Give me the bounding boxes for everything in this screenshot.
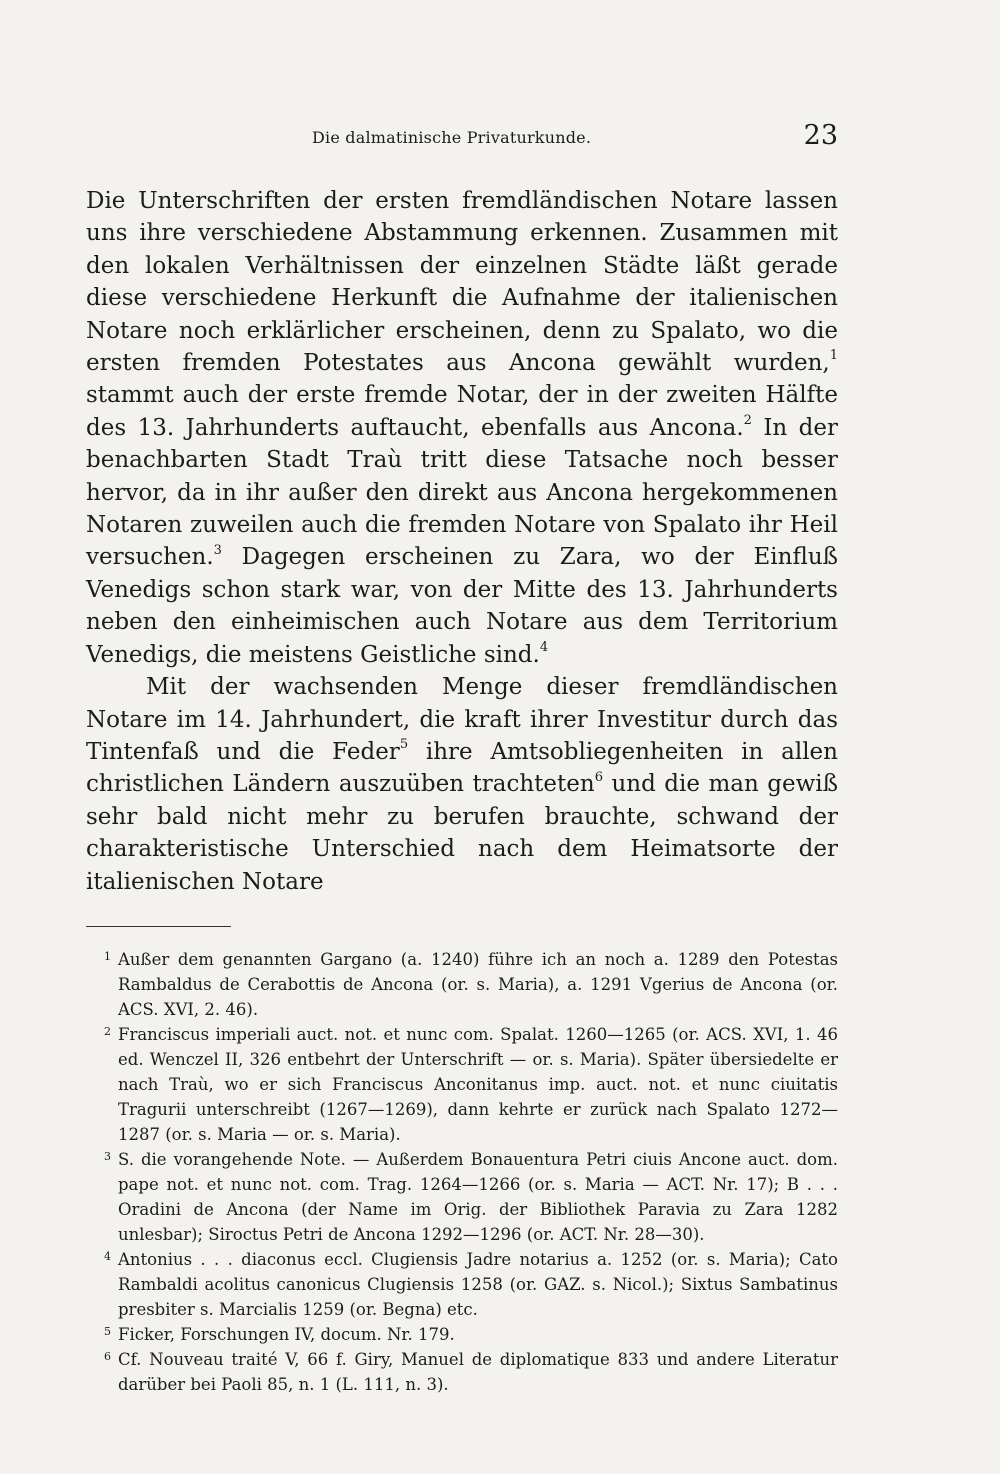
header-title: Die dalmatinische Privaturkunde. bbox=[312, 128, 592, 147]
footnote-text: S. die vorangehende Note. — Außerdem Bonauentura Petri ciuis Ancone auct. dom. pape not. et nunc not. com. Trag. 1264—1266 (or. s. Maria — ACT. Nr. 17); B . . . Oradini de Ancona (der Name im Orig. der Bibliothek Paravia zu Zara 1282 unlesbar); Siroctus Petri de Ancona 1292—1296 (or. ACT. Nr. 28—30). bbox=[118, 1149, 838, 1244]
footnote-1 bbox=[86, 947, 838, 1022]
footnote-text: Franciscus imperiali auct. not. et nunc com. Spalat. 1260—1265 (or. ACS. XVI, 1. 46 ed. Wenczel II, 326 entbehrt der Unterschrift — or. s. Maria). Später übersiedelte er nach Traù, wo er sich Franciscus Anconitanus imp. auct. not. et nunc ciuitatis Tragurii unterschreibt (1267—1269), dann kehrte er zurück nach Spalato 1272—1287 (or. s. Maria — or. s. Maria). bbox=[118, 1024, 838, 1144]
text-segment: Dagegen erscheinen zu Zara, wo der Einfluß Venedigs schon stark war, von der Mitte des 13. Jahrhunderts neben den einheimischen auch Notare aus dem Territorium Venedigs, die meistens Geistliche sind. bbox=[86, 544, 838, 668]
text-segment: ihre Amtsobliegenheiten in allen christlichen Ländern auszuüben trachteten bbox=[86, 738, 838, 798]
footnote-4 bbox=[86, 1247, 838, 1322]
footnote-6 bbox=[86, 1347, 838, 1397]
footnote-ref-6: 6 bbox=[594, 769, 603, 785]
footnote-number: 6 bbox=[104, 1349, 111, 1363]
footnotes bbox=[86, 947, 838, 1397]
book-page bbox=[86, 120, 838, 1397]
page-number: 23 bbox=[803, 120, 838, 151]
footnote-text: Außer dem genannten Gargano (a. 1240) führe ich an noch a. 1289 den Potestas Rambaldus de Cerabottis de Ancona (or. s. Maria), a. 1291 Vgerius de Ancona (or. ACS. XVI, 2. 46). bbox=[118, 949, 838, 1019]
text-segment: und die man gewiß sehr bald nicht mehr zu berufen brauchte, schwand der charakteristische Unterschied nach dem Heimatsorte der italienischen Notare bbox=[86, 771, 838, 895]
footnote-text: Ficker, Forschungen IV, docum. Nr. 179. bbox=[118, 1324, 455, 1344]
footnote-5 bbox=[86, 1322, 838, 1347]
paragraph-2 bbox=[86, 671, 838, 898]
footnote-divider bbox=[86, 926, 231, 927]
footnote-number: 2 bbox=[104, 1024, 111, 1038]
footnote-number: 5 bbox=[104, 1324, 111, 1338]
text-segment: Mit der wachsenden Menge dieser fremdländischen Notare im 14. Jahrhundert, die kraft ihrer Investitur durch das Tintenfaß und die Feder bbox=[86, 674, 838, 765]
footnote-number: 4 bbox=[104, 1249, 111, 1263]
text-segment: Die Unterschriften der ersten fremdländischen Notare lassen uns ihre verschiedene Abstammung erkennen. Zusammen mit den lokalen Verhältnissen der einzelnen Städte läßt gerade diese verschiedene Herkunft die Aufnahme der italienischen Notare noch erklärlicher erscheinen, denn zu Spalato, wo die ersten fremden Potestates aus Ancona gewählt wurden, bbox=[86, 188, 838, 377]
footnote-number: 3 bbox=[104, 1149, 111, 1163]
footnote-3 bbox=[86, 1147, 838, 1247]
footnote-ref-3: 3 bbox=[213, 542, 222, 558]
text-segment: In der benachbarten Stadt Traù tritt diese Tatsache noch besser hervor, da in ihr außer den direkt aus Ancona hergekommenen Notaren zuweilen auch die fremden Notare von Spalato ihr Heil versuchen. bbox=[86, 414, 838, 571]
footnote-ref-5: 5 bbox=[399, 737, 409, 753]
text-segment: stammt auch der erste fremde Notar, der in der zweiten Hälfte des 13. Jahrhunderts auftaucht, ebenfalls aus Ancona. bbox=[86, 382, 838, 441]
footnote-2 bbox=[86, 1022, 838, 1147]
footnote-ref-2: 2 bbox=[743, 413, 752, 429]
footnote-text: Antonius . . . diaconus eccl. Clugiensis Jadre notarius a. 1252 (or. s. Maria); Cato Rambaldi acolitus canonicus Clugiensis 1258 (or. GAZ. s. Nicol.); Sixtus Sambatinus presbiter s. Marcialis 1259 (or. Begna) etc. bbox=[118, 1249, 838, 1319]
footnote-text: Cf. Nouveau traité V, 66 f. Giry, Manuel de diplomatique 833 und andere Literatur darüber bei Paoli 85, n. 1 (L. 111, n. 3). bbox=[118, 1349, 838, 1394]
body-text bbox=[86, 185, 838, 898]
paragraph-1 bbox=[86, 185, 838, 671]
running-header bbox=[86, 120, 838, 160]
footnote-number: 1 bbox=[104, 949, 111, 963]
footnote-ref-1: 1 bbox=[829, 348, 838, 364]
footnote-ref-4: 4 bbox=[539, 640, 549, 656]
